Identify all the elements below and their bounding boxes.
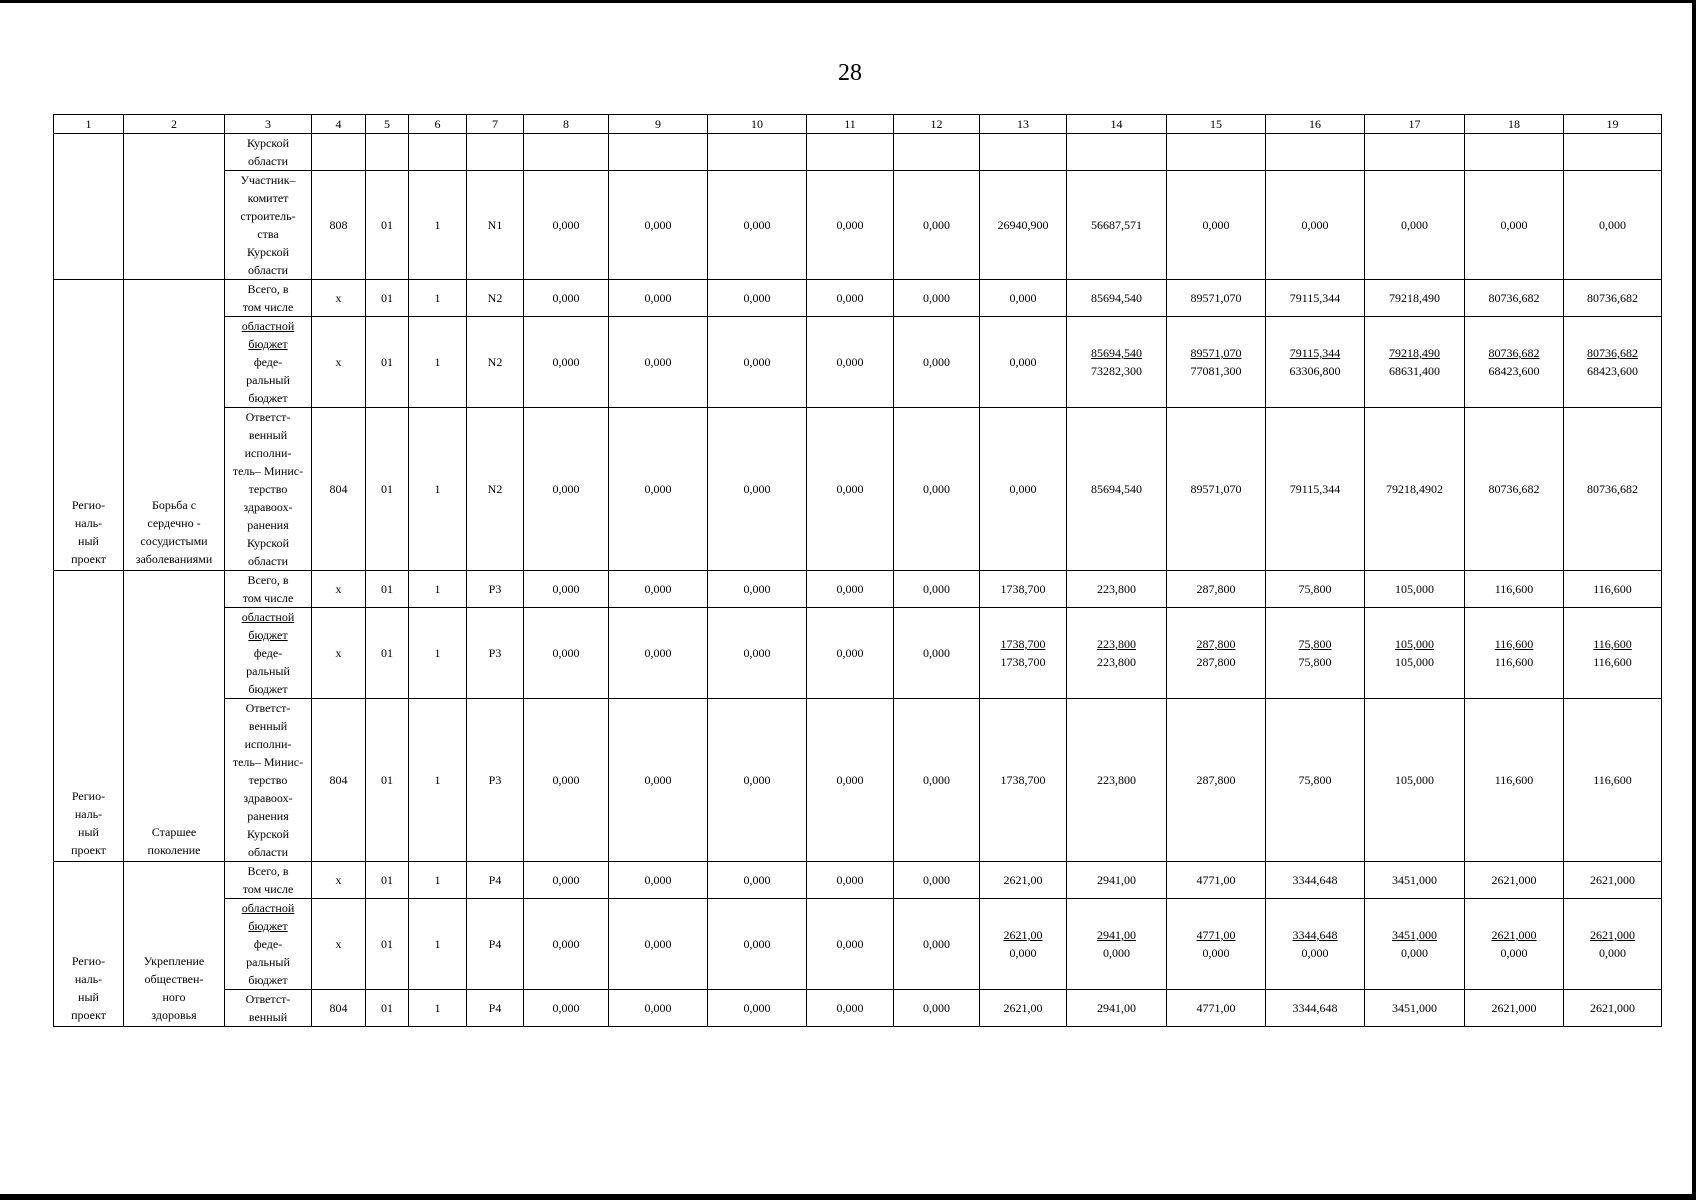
code-cell: х <box>312 862 366 899</box>
regional-amount: 79115,344 <box>1289 346 1341 360</box>
amount-cell <box>1365 134 1465 171</box>
amount-cell: 0,000 <box>708 408 807 571</box>
amount-pair-cell <box>1465 608 1564 699</box>
federal-amount: 77081,300 <box>1190 364 1242 378</box>
code-cell: P4 <box>467 862 524 899</box>
code-cell: P4 <box>467 899 524 990</box>
code-cell <box>312 134 366 171</box>
amount-cell: 1738,700 <box>980 571 1067 608</box>
regional-amount: 1738,700 <box>1000 637 1046 651</box>
amount-cell: 1738,700 <box>980 699 1067 862</box>
amount-cell: 0,000 <box>708 899 807 990</box>
federal-amount: 0,000 <box>1301 946 1329 960</box>
column-number: 17 <box>1365 115 1465 134</box>
code-cell <box>467 134 524 171</box>
amount-cell: 56687,571 <box>1067 171 1167 280</box>
regional-amount: 85694,540 <box>1091 346 1142 360</box>
regional-budget-label: областной бюджет <box>241 901 295 933</box>
amount-cell: 0,000 <box>708 608 807 699</box>
amount-cell: 89571,070 <box>1167 408 1266 571</box>
regional-amount: 3451,000 <box>1392 928 1437 942</box>
amount-pair-cell <box>1266 608 1365 699</box>
code-cell: 01 <box>366 699 409 862</box>
code-cell: N2 <box>467 408 524 571</box>
amount-cell: 0,000 <box>524 571 609 608</box>
amount-cell: 0,000 <box>609 317 708 408</box>
amount-cell: 2621,000 <box>1564 990 1662 1027</box>
code-cell: 01 <box>366 171 409 280</box>
code-cell: 1 <box>409 317 467 408</box>
amount-cell: 0,000 <box>524 862 609 899</box>
funding-source-cell <box>225 899 312 990</box>
code-cell <box>366 134 409 171</box>
amount-cell <box>708 134 807 171</box>
amount-cell: 0,000 <box>524 699 609 862</box>
funding-source-cell: Курской области <box>225 134 312 171</box>
code-cell: 1 <box>409 699 467 862</box>
column-number: 1 <box>54 115 124 134</box>
amount-cell: 3451,000 <box>1365 990 1465 1027</box>
amount-cell: 0,000 <box>894 862 980 899</box>
amount-cell: 0,000 <box>894 317 980 408</box>
federal-amount: 68631,400 <box>1389 364 1440 378</box>
regional-amount: 2941,00 <box>1097 928 1136 942</box>
federal-amount: 105,000 <box>1395 655 1434 669</box>
budget-table <box>53 114 1662 1027</box>
amount-cell <box>1067 134 1167 171</box>
federal-budget-label: феде- ральный бюджет <box>246 646 290 696</box>
event-name-cell <box>124 134 225 280</box>
column-number: 19 <box>1564 115 1662 134</box>
page-number: 28 <box>838 60 862 86</box>
amount-cell: 0,000 <box>894 699 980 862</box>
amount-cell: 0,000 <box>524 990 609 1027</box>
amount-cell: 85694,540 <box>1067 280 1167 317</box>
amount-cell: 79218,490 <box>1365 280 1465 317</box>
column-number: 8 <box>524 115 609 134</box>
federal-amount: 0,000 <box>1009 946 1037 960</box>
code-cell: P4 <box>467 990 524 1027</box>
table-row <box>54 171 1662 280</box>
amount-cell <box>894 134 980 171</box>
event-type-cell: Регио- наль- ный проект <box>54 571 124 862</box>
amount-cell: 0,000 <box>980 408 1067 571</box>
amount-cell: 4771,00 <box>1167 862 1266 899</box>
amount-cell: 0,000 <box>609 862 708 899</box>
amount-pair-cell <box>1564 608 1662 699</box>
amount-cell: 0,000 <box>807 862 894 899</box>
code-cell: 1 <box>409 571 467 608</box>
funding-source-cell: Всего, в том числе <box>225 571 312 608</box>
table-row <box>54 608 1662 699</box>
amount-cell: 80736,682 <box>1465 280 1564 317</box>
amount-cell: 287,800 <box>1167 699 1266 862</box>
table-row <box>54 408 1662 571</box>
amount-cell: 0,000 <box>708 699 807 862</box>
federal-amount: 116,600 <box>1494 655 1534 669</box>
amount-cell: 0,000 <box>807 899 894 990</box>
regional-amount: 2621,00 <box>1003 928 1043 942</box>
column-number: 18 <box>1465 115 1564 134</box>
event-name-cell: Старшее поколение <box>124 571 225 862</box>
column-number: 2 <box>124 115 225 134</box>
scan-top-border <box>0 0 1696 3</box>
event-type-cell: Регио- наль- ный проект <box>54 862 124 1027</box>
funding-source-cell <box>225 317 312 408</box>
funding-source-cell: Ответст- венный исполни- тель– Минис- терство здравоох- ранения Курской области <box>225 699 312 862</box>
amount-cell: 2941,00 <box>1067 862 1167 899</box>
amount-cell: 0,000 <box>524 171 609 280</box>
amount-cell: 223,800 <box>1067 571 1167 608</box>
amount-cell: 0,000 <box>708 171 807 280</box>
amount-cell: 75,800 <box>1266 571 1365 608</box>
amount-cell: 223,800 <box>1067 699 1167 862</box>
regional-amount: 3344,648 <box>1292 928 1338 942</box>
federal-amount: 223,800 <box>1097 655 1136 669</box>
code-cell: х <box>312 899 366 990</box>
amount-cell: 116,600 <box>1465 699 1564 862</box>
amount-pair-cell <box>1167 899 1266 990</box>
amount-cell: 105,000 <box>1365 571 1465 608</box>
amount-cell: 0,000 <box>980 317 1067 408</box>
amount-cell <box>807 134 894 171</box>
amount-cell: 0,000 <box>708 317 807 408</box>
column-number: 6 <box>409 115 467 134</box>
amount-cell <box>609 134 708 171</box>
code-cell: 01 <box>366 608 409 699</box>
amount-cell: 79115,344 <box>1266 280 1365 317</box>
funding-source-cell: Всего, в том числе <box>225 862 312 899</box>
amount-cell: 0,000 <box>1465 171 1564 280</box>
column-number: 10 <box>708 115 807 134</box>
amount-cell: 2621,000 <box>1465 990 1564 1027</box>
federal-amount: 73282,300 <box>1091 364 1142 378</box>
amount-cell: 80736,682 <box>1465 408 1564 571</box>
scan-bottom-border <box>0 1194 1696 1200</box>
amount-pair-cell <box>1465 899 1564 990</box>
event-type-cell <box>54 134 124 280</box>
amount-cell: 2941,00 <box>1067 990 1167 1027</box>
amount-cell: 0,000 <box>980 280 1067 317</box>
amount-pair-cell <box>1067 608 1167 699</box>
amount-cell: 0,000 <box>807 699 894 862</box>
amount-cell: 0,000 <box>524 608 609 699</box>
column-number: 7 <box>467 115 524 134</box>
amount-pair-cell <box>1167 608 1266 699</box>
column-number: 11 <box>807 115 894 134</box>
amount-cell: 0,000 <box>524 899 609 990</box>
amount-pair-cell <box>1266 317 1365 408</box>
amount-cell: 0,000 <box>894 990 980 1027</box>
amount-cell: 0,000 <box>524 408 609 571</box>
funding-source-cell <box>225 608 312 699</box>
amount-cell: 80736,682 <box>1564 280 1662 317</box>
code-cell: 1 <box>409 408 467 571</box>
federal-amount: 287,800 <box>1196 655 1236 669</box>
federal-amount: 0,000 <box>1401 946 1428 960</box>
column-number: 15 <box>1167 115 1266 134</box>
code-cell: N2 <box>467 317 524 408</box>
event-name-cell: Борьба с сердечно - сосудистыми заболеваниями <box>124 280 225 571</box>
amount-cell: 0,000 <box>894 408 980 571</box>
amount-cell: 116,600 <box>1465 571 1564 608</box>
amount-cell: 79218,4902 <box>1365 408 1465 571</box>
amount-pair-cell <box>1365 317 1465 408</box>
amount-pair-cell <box>1167 317 1266 408</box>
code-cell: 804 <box>312 699 366 862</box>
code-cell: х <box>312 280 366 317</box>
amount-cell: 0,000 <box>894 280 980 317</box>
code-cell: 1 <box>409 171 467 280</box>
code-cell: х <box>312 317 366 408</box>
amount-pair-cell <box>1266 899 1365 990</box>
code-cell: 1 <box>409 862 467 899</box>
federal-amount: 63306,800 <box>1289 364 1341 378</box>
event-name-cell: Укрепление обществен- ного здоровья <box>124 862 225 1027</box>
table-row <box>54 990 1662 1027</box>
federal-budget-label: феде- ральный бюджет <box>246 937 290 987</box>
code-cell: 1 <box>409 899 467 990</box>
column-number: 14 <box>1067 115 1167 134</box>
amount-cell: 75,800 <box>1266 699 1365 862</box>
table-row <box>54 862 1662 899</box>
amount-cell: 3344,648 <box>1266 990 1365 1027</box>
amount-cell: 0,000 <box>807 608 894 699</box>
amount-cell: 0,000 <box>609 171 708 280</box>
amount-cell: 2621,00 <box>980 862 1067 899</box>
regional-amount: 89571,070 <box>1190 346 1242 360</box>
regional-amount: 116,600 <box>1494 637 1534 651</box>
table-row <box>54 571 1662 608</box>
code-cell: х <box>312 571 366 608</box>
amount-cell: 0,000 <box>609 408 708 571</box>
amount-cell: 0,000 <box>894 899 980 990</box>
federal-amount: 1738,700 <box>1000 655 1046 669</box>
amount-cell: 4771,00 <box>1167 990 1266 1027</box>
code-cell: 01 <box>366 408 409 571</box>
column-number: 4 <box>312 115 366 134</box>
code-cell: P3 <box>467 571 524 608</box>
amount-cell: 3451,000 <box>1365 862 1465 899</box>
amount-cell: 0,000 <box>609 280 708 317</box>
table-row <box>54 317 1662 408</box>
code-cell: 01 <box>366 280 409 317</box>
code-cell: 01 <box>366 571 409 608</box>
regional-amount: 2621,000 <box>1491 928 1537 942</box>
code-cell: P3 <box>467 699 524 862</box>
code-cell: 01 <box>366 317 409 408</box>
code-cell: 01 <box>366 899 409 990</box>
column-number: 16 <box>1266 115 1365 134</box>
amount-cell: 0,000 <box>1167 171 1266 280</box>
code-cell: P3 <box>467 608 524 699</box>
column-number-row <box>54 115 1662 134</box>
federal-amount: 75,800 <box>1298 655 1332 669</box>
amount-cell: 105,000 <box>1365 699 1465 862</box>
amount-cell: 2621,000 <box>1564 862 1662 899</box>
amount-pair-cell <box>1365 608 1465 699</box>
code-cell: 1 <box>409 280 467 317</box>
code-cell: 1 <box>409 990 467 1027</box>
regional-amount: 287,800 <box>1196 637 1236 651</box>
federal-amount: 68423,600 <box>1488 364 1540 378</box>
amount-cell: 0,000 <box>807 317 894 408</box>
amount-cell: 0,000 <box>807 990 894 1027</box>
column-number: 9 <box>609 115 708 134</box>
funding-source-cell: Ответст- венный <box>225 990 312 1027</box>
amount-cell <box>524 134 609 171</box>
amount-cell: 0,000 <box>807 571 894 608</box>
regional-amount: 80736,682 <box>1488 346 1540 360</box>
amount-cell: 0,000 <box>894 608 980 699</box>
federal-amount: 0,000 <box>1500 946 1528 960</box>
funding-source-cell: Ответст- венный исполни- тель– Минис- терство здравоох- ранения Курской области <box>225 408 312 571</box>
amount-cell <box>1266 134 1365 171</box>
amount-cell: 0,000 <box>807 280 894 317</box>
amount-cell: 80736,682 <box>1564 408 1662 571</box>
amount-cell <box>1465 134 1564 171</box>
amount-cell: 116,600 <box>1564 699 1662 862</box>
federal-amount: 0,000 <box>1599 946 1626 960</box>
amount-cell: 0,000 <box>708 862 807 899</box>
code-cell: N2 <box>467 280 524 317</box>
amount-cell: 116,600 <box>1564 571 1662 608</box>
regional-amount: 105,000 <box>1395 637 1434 651</box>
amount-cell: 89571,070 <box>1167 280 1266 317</box>
amount-cell: 0,000 <box>807 171 894 280</box>
code-cell <box>409 134 467 171</box>
code-cell: х <box>312 608 366 699</box>
amount-cell: 0,000 <box>609 990 708 1027</box>
amount-cell: 2621,000 <box>1465 862 1564 899</box>
amount-cell: 0,000 <box>807 408 894 571</box>
amount-cell: 0,000 <box>609 699 708 862</box>
amount-cell: 0,000 <box>708 990 807 1027</box>
amount-cell: 26940,900 <box>980 171 1067 280</box>
amount-cell <box>1167 134 1266 171</box>
regional-amount: 79218,490 <box>1389 346 1440 360</box>
regional-amount: 4771,00 <box>1196 928 1236 942</box>
amount-cell: 0,000 <box>1266 171 1365 280</box>
funding-source-cell: Всего, в том числе <box>225 280 312 317</box>
code-cell: N1 <box>467 171 524 280</box>
amount-cell: 85694,540 <box>1067 408 1167 571</box>
amount-pair-cell <box>980 899 1067 990</box>
federal-amount: 0,000 <box>1103 946 1130 960</box>
amount-cell: 0,000 <box>609 608 708 699</box>
amount-cell: 0,000 <box>524 317 609 408</box>
amount-cell: 0,000 <box>708 571 807 608</box>
amount-cell: 0,000 <box>894 571 980 608</box>
amount-pair-cell <box>1564 317 1662 408</box>
column-number: 12 <box>894 115 980 134</box>
amount-cell: 0,000 <box>609 571 708 608</box>
code-cell: 01 <box>366 862 409 899</box>
amount-pair-cell <box>1365 899 1465 990</box>
column-number: 5 <box>366 115 409 134</box>
amount-cell: 0,000 <box>609 899 708 990</box>
code-cell: 804 <box>312 990 366 1027</box>
amount-cell: 287,800 <box>1167 571 1266 608</box>
table-row <box>54 134 1662 171</box>
federal-budget-label: феде- ральный бюджет <box>246 355 290 405</box>
code-cell: 808 <box>312 171 366 280</box>
code-cell: 804 <box>312 408 366 571</box>
code-cell: 1 <box>409 608 467 699</box>
amount-cell <box>1564 134 1662 171</box>
event-type-cell: Регио- наль- ный проект <box>54 280 124 571</box>
table-row <box>54 899 1662 990</box>
amount-cell: 0,000 <box>708 280 807 317</box>
regional-amount: 75,800 <box>1298 637 1332 651</box>
regional-budget-label: областной бюджет <box>241 610 295 642</box>
amount-pair-cell <box>1564 899 1662 990</box>
regional-amount: 2621,000 <box>1590 928 1635 942</box>
regional-amount: 80736,682 <box>1587 346 1638 360</box>
amount-pair-cell <box>1465 317 1564 408</box>
funding-source-cell: Участник– комитет строитель- ства Курской области <box>225 171 312 280</box>
scan-right-border <box>1692 0 1696 1200</box>
amount-cell: 79115,344 <box>1266 408 1365 571</box>
amount-cell: 0,000 <box>894 171 980 280</box>
amount-cell: 3344,648 <box>1266 862 1365 899</box>
federal-amount: 0,000 <box>1202 946 1230 960</box>
federal-amount: 116,600 <box>1593 655 1632 669</box>
amount-cell: 0,000 <box>1564 171 1662 280</box>
table-row <box>54 280 1662 317</box>
amount-pair-cell <box>1067 317 1167 408</box>
code-cell: 01 <box>366 990 409 1027</box>
regional-amount: 116,600 <box>1593 637 1632 651</box>
amount-cell: 0,000 <box>1365 171 1465 280</box>
amount-cell: 0,000 <box>524 280 609 317</box>
federal-amount: 68423,600 <box>1587 364 1638 378</box>
column-number: 13 <box>980 115 1067 134</box>
amount-cell <box>980 134 1067 171</box>
amount-pair-cell <box>980 608 1067 699</box>
table-row <box>54 699 1662 862</box>
regional-budget-label: областной бюджет <box>241 319 295 351</box>
column-number: 3 <box>225 115 312 134</box>
amount-cell: 2621,00 <box>980 990 1067 1027</box>
amount-pair-cell <box>1067 899 1167 990</box>
regional-amount: 223,800 <box>1097 637 1136 651</box>
